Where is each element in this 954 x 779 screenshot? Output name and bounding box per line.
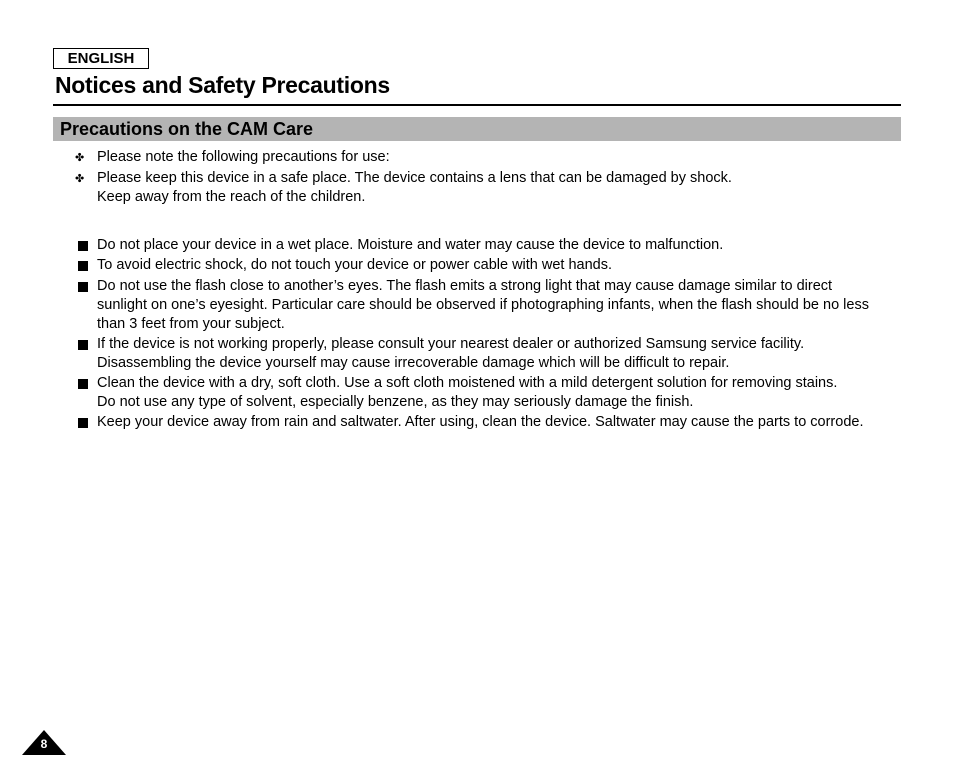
item-line: Do not use the flash close to another’s eyes. The flash emits a strong light that may cause damage similar to direct — [97, 277, 833, 294]
square-bullet-icon — [78, 340, 88, 350]
item-line: Do not place your device in a wet place. Moisture and water may cause the device to malfunction. — [97, 237, 724, 253]
cross-bullet-icon: ✤ — [75, 173, 85, 185]
item-line: Disassembling the device yourself may cause irrecoverable damage which will be difficult to repair. — [97, 354, 730, 371]
section-title: Precautions on the CAM Care — [60, 119, 314, 139]
item-line: sunlight on one’s eyesight. Particular care should be observed if photographing infants, when the flash should be no less — [97, 296, 869, 313]
precaution-item — [0, 335, 897, 373]
section-header-bar — [53, 117, 901, 141]
item-line: Please keep this device in a safe place. The device contains a lens that can be damaged by shock. — [97, 170, 732, 186]
intro-item — [0, 148, 897, 167]
item-line: To avoid electric shock, do not touch your device or power cable with wet hands. — [97, 257, 613, 274]
language-label: ENGLISH — [53, 48, 149, 69]
cross-bullet-icon: ✤ — [75, 152, 85, 164]
item-line: Keep away from the reach of the children. — [97, 189, 366, 205]
square-bullet-icon — [78, 241, 88, 251]
intro-list — [0, 148, 897, 209]
page-title: Notices and Safety Precautions — [55, 72, 390, 98]
item-line: than 3 feet from your subject. — [97, 315, 285, 332]
title-divider — [53, 104, 901, 106]
precaution-item — [0, 277, 897, 334]
item-line: Please note the following precautions for use: — [97, 149, 390, 165]
square-bullet-icon — [78, 282, 88, 292]
item-line: Do not use any type of solvent, especially benzene, as they may seriously damage the finish. — [97, 394, 694, 411]
precaution-item — [0, 374, 897, 412]
precaution-item — [0, 413, 897, 432]
page-number: 8 — [40, 737, 48, 751]
precaution-list — [0, 236, 897, 434]
square-bullet-icon — [78, 418, 88, 428]
item-line: If the device is not working properly, please consult your nearest dealer or authorized Samsung service facility. — [97, 335, 805, 352]
item-line: Clean the device with a dry, soft cloth. Use a soft cloth moistened with a mild detergent solution for removing stains. — [97, 375, 838, 392]
intro-item — [0, 169, 897, 207]
page-number-badge — [22, 730, 66, 755]
precaution-item — [0, 236, 897, 255]
precaution-item — [0, 256, 897, 275]
square-bullet-icon — [78, 261, 88, 271]
square-bullet-icon — [78, 379, 88, 389]
item-line: Keep your device away from rain and saltwater. After using, clean the device. Saltwater may cause the parts to corrode. — [97, 414, 864, 431]
